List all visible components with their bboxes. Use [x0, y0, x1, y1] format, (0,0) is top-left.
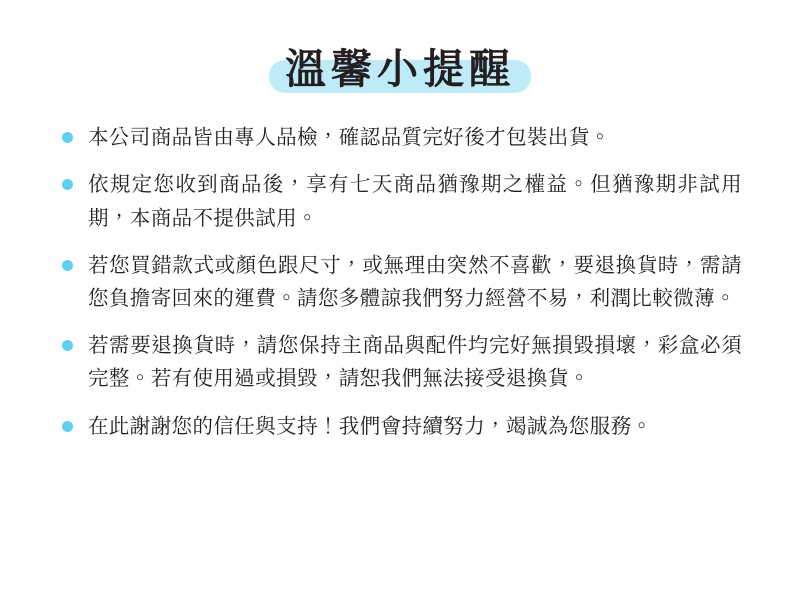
dot-bullet-icon [62, 260, 73, 271]
dot-bullet-icon [62, 132, 73, 143]
list-item [58, 168, 742, 234]
list-item [58, 249, 742, 315]
dot-bullet-icon [62, 179, 73, 190]
list-item [58, 329, 742, 395]
notice-list [58, 121, 742, 443]
list-item-text: 依規定您收到商品後，享有七天商品猶豫期之權益。但猶豫期非試用期，本商品不提供試用。 [88, 173, 742, 230]
page-title-text: 溫馨小提醒 [285, 46, 515, 92]
list-item-text: 若您買錯款式或顏色跟尺寸，或無理由突然不喜歡，要退換貨時，需請您負擔寄回來的運費。請您多體諒我們努力經營不易，利潤比較微薄。 [88, 253, 742, 311]
page-title [285, 44, 515, 95]
list-item [58, 121, 742, 154]
dot-bullet-icon [62, 340, 73, 351]
list-item [58, 410, 742, 443]
list-item-text: 本公司商品皆由專人品檢，確認品質完好後才包裝出貨。 [88, 126, 611, 150]
list-item-text: 在此謝謝您的信任與支持！我們會持續努力，竭誠為您服務。 [88, 414, 653, 438]
list-item-text: 若需要退換貨時，請您保持主商品與配件均完好無損毀損壞，彩盒必須完整。若有使用過或損毀，請恕我們無法接受退換貨。 [88, 334, 742, 391]
dot-bullet-icon [62, 421, 73, 432]
